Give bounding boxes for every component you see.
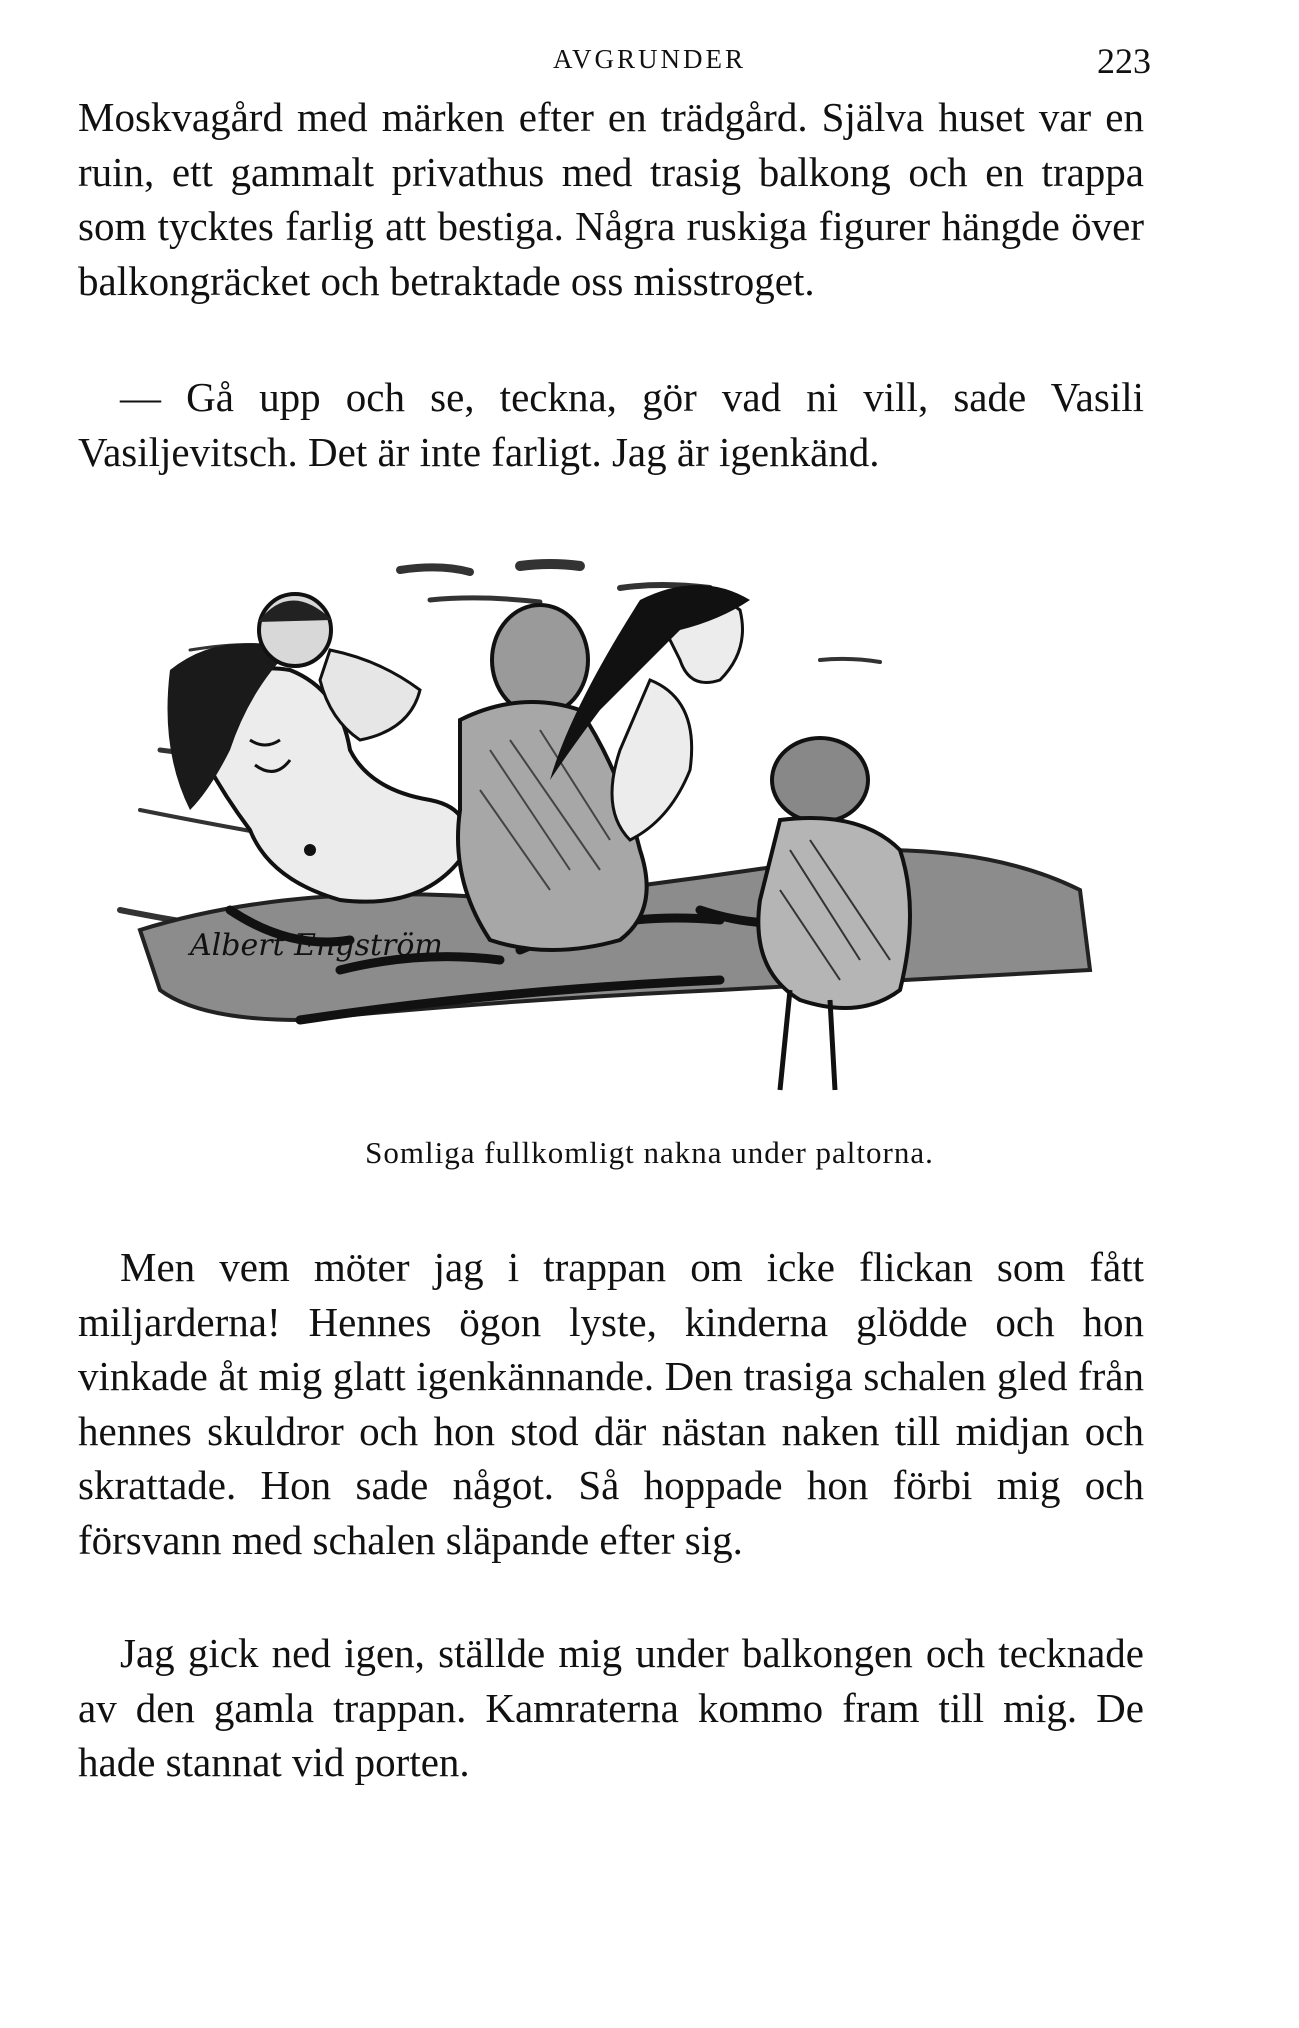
illustration-caption: Somliga fullkomligt nakna under paltorna. (365, 1135, 934, 1170)
paragraph-1: Moskvagård med märken efter en trädgård. Själva huset var en ruin, ett gammalt privathus med trasig balkong och en trappa som tycktes farlig att bestiga. Några ruskiga figurer hängde över balkongräcket och betraktade oss misstroget. (78, 94, 1144, 304)
paragraph-2: — Gå upp och se, teckna, gör vad ni vill, sade Vasili Vasiljevitsch. Det är inte farligt. Jag är igenkänd. (78, 374, 1144, 475)
page-header (0, 41, 1299, 84)
running-title: AVGRUNDER (552, 44, 747, 74)
paragraph-4: Jag gick ned igen, ställde mig under balkongen och tecknade av den gamla trappan. Kamraterna kommo fram till mig. De hade stannat vid porten. (78, 1630, 1144, 1785)
artist-signature: Albert Engström (190, 928, 443, 963)
illustration-sketch (100, 550, 1140, 1120)
page-number: 223 (1097, 41, 1151, 81)
paragraph-3: Men vem möter jag i trappan om icke flickan som fått miljarderna! Hennes ögon lyste, kinderna glödde och hon vinkade åt mig glatt igenkännande. Den trasiga schalen gled från hennes skuldror och hon stod där nästan naken till midjan och skrattade. Hon sade något. Så hoppade hon förbi mig och försvann med schalen släpande efter sig. (78, 1244, 1144, 1563)
